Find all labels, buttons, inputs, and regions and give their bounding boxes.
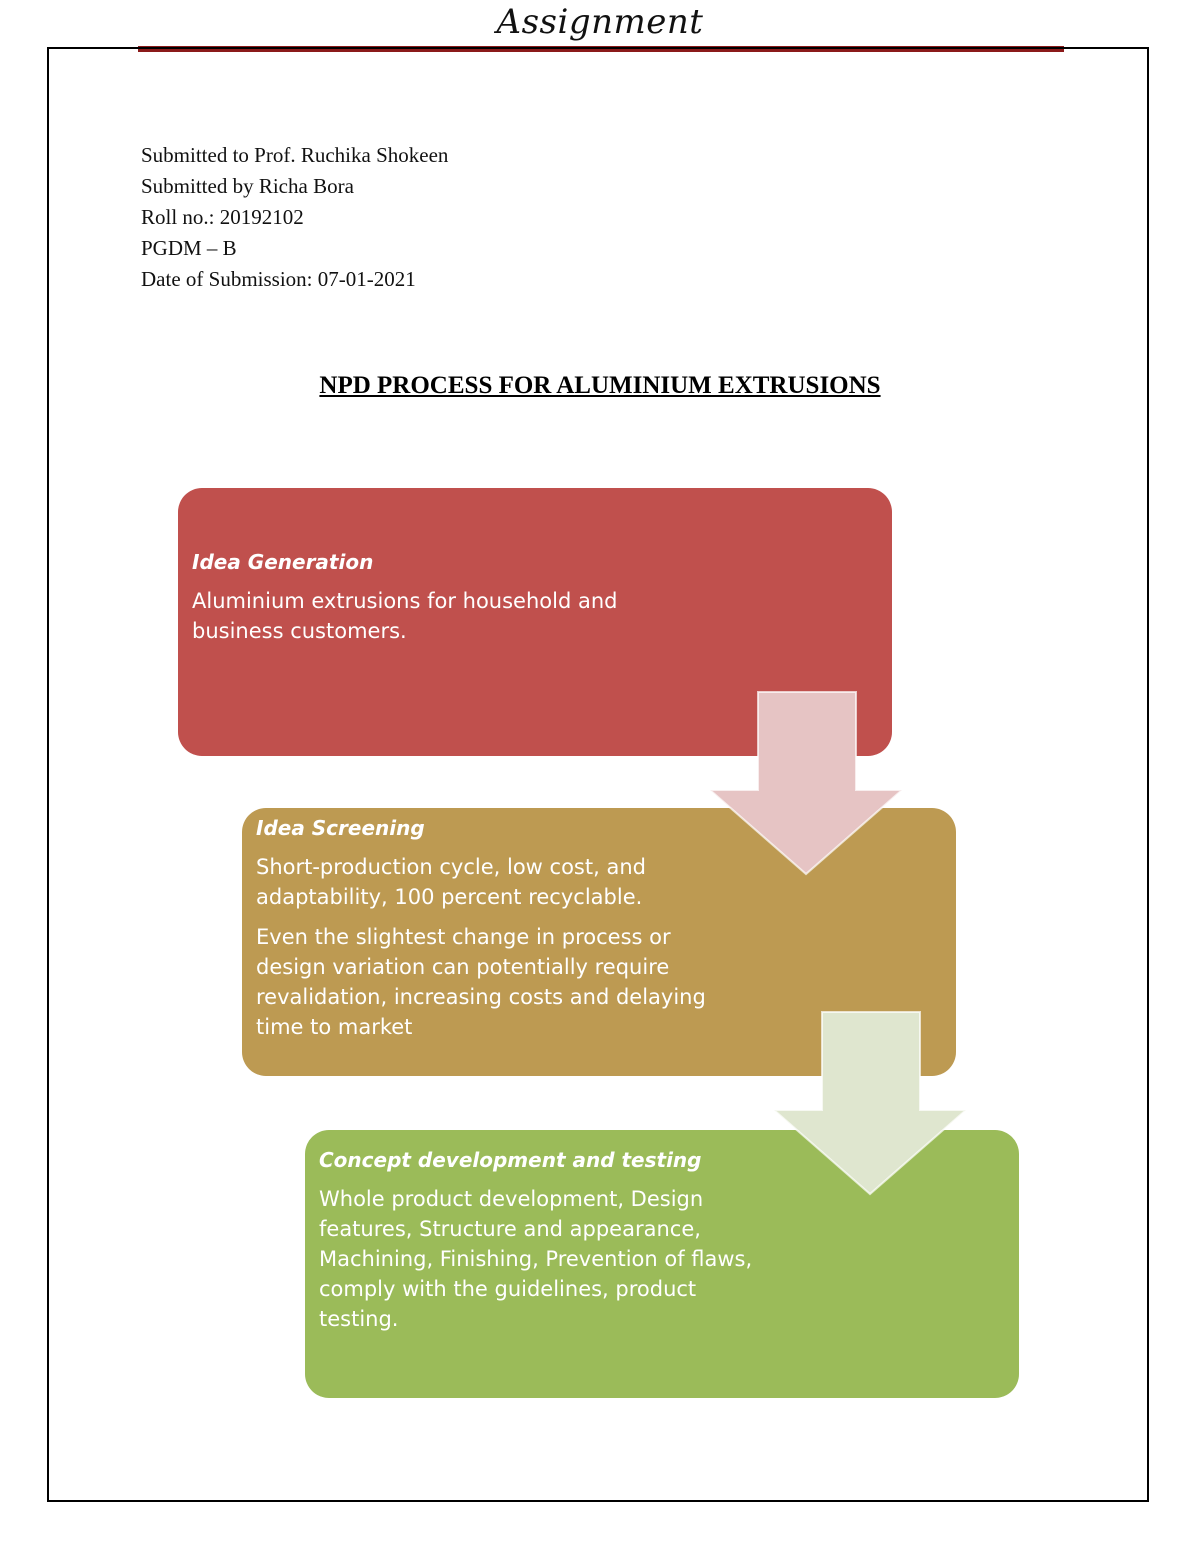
step-text: Whole product development, Design features, Structure and appearance, Machining, Finishing, Prevention of flaws, comply with the guidelines, product testing.	[319, 1187, 753, 1331]
down-arrow-icon	[772, 1010, 968, 1196]
document-title: NPD PROCESS FOR ALUMINIUM EXTRUSIONS	[319, 372, 881, 399]
submission-date: Date of Submission: 07-01-2021	[141, 267, 416, 291]
step-heading: Idea Screening	[256, 816, 425, 840]
step-heading: Idea Generation	[192, 550, 374, 574]
roll-number: Roll no.: 20192102	[141, 205, 304, 229]
down-arrow-icon	[708, 690, 904, 876]
step-text: Aluminium extrusions for household and business customers.	[192, 589, 618, 643]
submitted-to: Submitted to Prof. Ruchika Shokeen	[141, 143, 449, 167]
step-heading: Concept development and testing	[319, 1148, 702, 1172]
header-title: Assignment	[496, 2, 704, 42]
program: PGDM – B	[141, 236, 237, 260]
submitted-by: Submitted by Richa Bora	[141, 174, 354, 198]
step-text: Short-production cycle, low cost, and adaptability, 100 percent recyclable.	[256, 855, 646, 909]
step-text: Even the slightest change in process or design variation can potentially require revalidation, increasing costs and delaying time to market	[256, 925, 706, 1039]
submission-info	[141, 140, 448, 295]
